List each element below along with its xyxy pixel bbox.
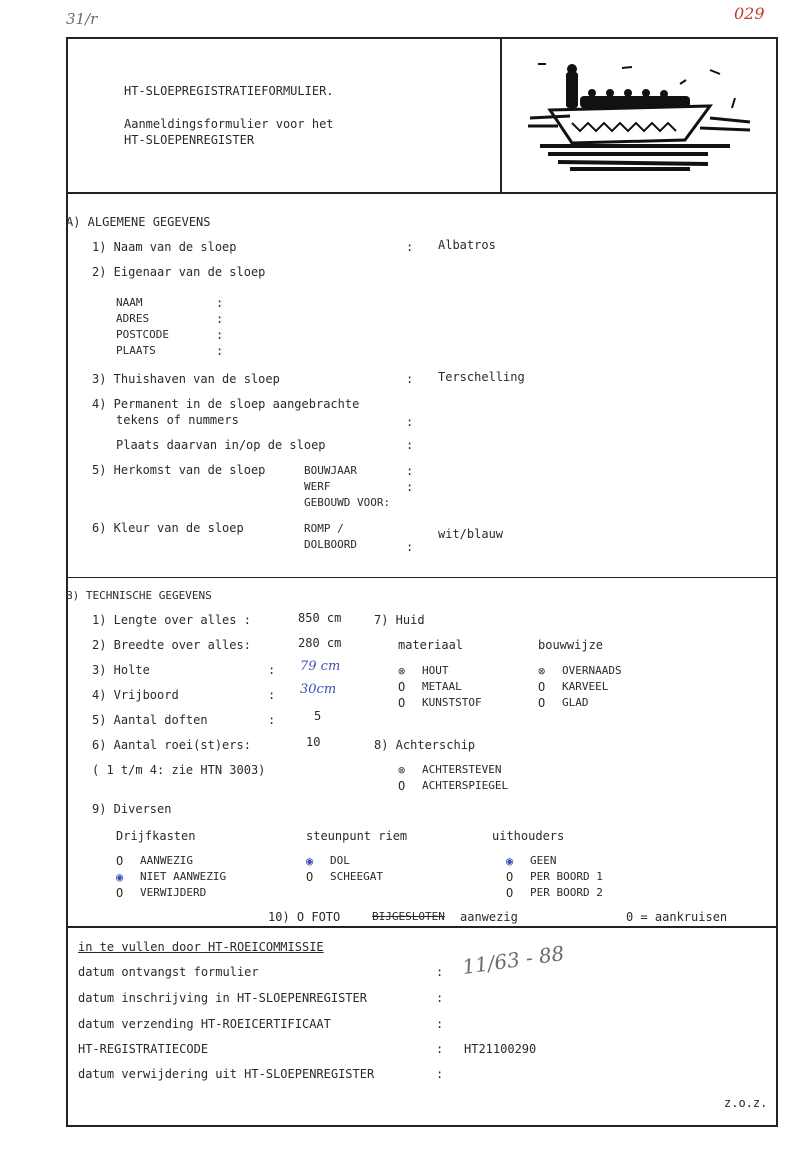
- holte-value: 79 cm: [300, 659, 341, 674]
- verwijdering-colon: :: [436, 1067, 444, 1081]
- foto-struck: BIJGESLOTEN: [372, 910, 445, 923]
- drijfkasten-header: Drijfkasten: [116, 829, 196, 843]
- bouwwijze-header: bouwwijze: [538, 638, 604, 652]
- lengte-label: 1) Lengte over alles :: [92, 613, 251, 627]
- section-b-bottom-rule: [66, 926, 778, 928]
- q5-werf: WERF: [304, 480, 331, 493]
- aanwezig-checkbox[interactable]: O: [116, 854, 124, 868]
- verzending-label: datum verzending HT-ROEICERTIFICAAT: [78, 1017, 331, 1031]
- owner-naam: NAAM: [116, 296, 143, 309]
- q1-label: 1) Naam van de sloep: [92, 240, 237, 254]
- aanwezig-label: AANWEZIG: [140, 854, 193, 867]
- ontvangst-colon: :: [436, 965, 444, 979]
- glad-label: GLAD: [562, 696, 589, 709]
- q5-bouwjaar: BOUWJAAR: [304, 464, 357, 477]
- dol-label: DOL: [330, 854, 350, 867]
- q6-value: wit/blauw: [438, 527, 504, 541]
- steunpunt-header: steunpunt riem: [306, 829, 408, 843]
- q5-bouwjaar-colon: :: [406, 464, 414, 478]
- q5-label: 5) Herkomst van de sloep: [92, 463, 266, 477]
- foto-label: 10) O FOTO: [268, 910, 341, 924]
- zoz-label: z.o.z.: [724, 1096, 768, 1110]
- karveel-checkbox[interactable]: O: [538, 680, 546, 694]
- corner-note-left: 31/r: [66, 10, 98, 28]
- q6-dolboord: DOLBOORD: [304, 538, 357, 551]
- geen-label: GEEN: [530, 854, 557, 867]
- q1-colon: :: [406, 240, 414, 254]
- registratiecode-label: HT-REGISTRATIECODE: [78, 1042, 209, 1056]
- q3-colon: :: [406, 372, 414, 386]
- doften-colon: :: [268, 713, 276, 727]
- section-a-bottom-rule: [66, 577, 778, 578]
- doften-value: 5: [314, 709, 322, 723]
- achterspiegel-label: ACHTERSPIEGEL: [422, 779, 509, 792]
- frame-bottom: [66, 1125, 778, 1127]
- verzending-colon: :: [436, 1017, 444, 1031]
- form-subtitle-2: HT-SLOEPENREGISTER: [124, 133, 255, 147]
- ontvangst-value: 11/63 - 88: [460, 940, 566, 980]
- foto-aanwezig: aanwezig: [460, 910, 518, 924]
- doften-label: 5) Aantal doften: [92, 713, 208, 727]
- q5-werf-colon: :: [406, 480, 414, 494]
- dol-checkbox[interactable]: ◉: [306, 854, 314, 868]
- huid-label: 7) Huid: [374, 613, 425, 627]
- owner-plaats-colon: :: [216, 344, 224, 358]
- vrijboord-label: 4) Vrijboord: [92, 688, 179, 702]
- inschrijving-colon: :: [436, 991, 444, 1005]
- q6-romp: ROMP /: [304, 522, 344, 535]
- per-boord-2-label: PER BOORD 2: [530, 886, 603, 899]
- note-htn: ( 1 t/m 4: zie HTN 3003): [92, 763, 266, 777]
- vrijboord-value: 30cm: [300, 682, 337, 697]
- q2-label: 2) Eigenaar van de sloep: [92, 265, 266, 279]
- kunststof-checkbox[interactable]: O: [398, 696, 406, 710]
- q3-label: 3) Thuishaven van de sloep: [92, 372, 280, 386]
- owner-adres: ADRES: [116, 312, 150, 325]
- frame-left: [66, 37, 68, 1127]
- verwijderd-label: VERWIJDERD: [140, 886, 207, 899]
- section-b-heading: B) TECHNISCHE GEGEVENS: [66, 589, 212, 602]
- breedte-value: 280 cm: [298, 636, 342, 650]
- achtersteven-checkbox[interactable]: ⊗: [398, 763, 406, 777]
- per-boord-1-label: PER BOORD 1: [530, 870, 603, 883]
- kunststof-label: KUNSTSTOF: [422, 696, 482, 709]
- karveel-label: KARVEEL: [562, 680, 609, 693]
- frame-top: [66, 37, 778, 39]
- breedte-label: 2) Breedte over alles:: [92, 638, 251, 652]
- header-bottom-rule: [66, 192, 778, 194]
- scheegat-checkbox[interactable]: O: [306, 870, 314, 884]
- achtersteven-label: ACHTERSTEVEN: [422, 763, 502, 776]
- section-c-heading: in te vullen door HT-ROEICOMMISSIE: [78, 940, 324, 954]
- uithouders-header: uithouders: [492, 829, 565, 843]
- overnaads-checkbox[interactable]: ⊗: [538, 664, 546, 678]
- lengte-value: 850 cm: [298, 611, 342, 625]
- q4b-label: Plaats daarvan in/op de sloep: [116, 438, 326, 452]
- owner-plaats: PLAATS: [116, 344, 156, 357]
- q4-label-1: 4) Permanent in de sloep aangebrachte: [92, 397, 360, 411]
- achterspiegel-checkbox[interactable]: O: [398, 779, 406, 793]
- q4-label-2: tekens of nummers: [116, 413, 239, 427]
- q4-colon: :: [406, 415, 414, 429]
- per-boord-2-checkbox[interactable]: O: [506, 886, 514, 900]
- metaal-checkbox[interactable]: O: [398, 680, 406, 694]
- q6-colon: :: [406, 540, 414, 554]
- owner-postcode-colon: :: [216, 328, 224, 342]
- vrijboord-colon: :: [268, 688, 276, 702]
- per-boord-1-checkbox[interactable]: O: [506, 870, 514, 884]
- q4b-colon: :: [406, 438, 414, 452]
- niet-aanwezig-checkbox[interactable]: ◉: [116, 870, 124, 884]
- registratiecode-colon: :: [436, 1042, 444, 1056]
- hout-checkbox[interactable]: ⊗: [398, 664, 406, 678]
- glad-checkbox[interactable]: O: [538, 696, 546, 710]
- hout-label: HOUT: [422, 664, 449, 677]
- roeiers-label: 6) Aantal roei(st)ers:: [92, 738, 251, 752]
- header-divider: [500, 37, 502, 193]
- page-number: 029: [734, 4, 765, 23]
- verwijderd-checkbox[interactable]: O: [116, 886, 124, 900]
- legend-aankruisen: 0 = aankruisen: [626, 910, 728, 924]
- geen-checkbox[interactable]: ◉: [506, 854, 514, 868]
- rowing-boat-logo: [510, 48, 765, 178]
- owner-naam-colon: :: [216, 296, 224, 310]
- overnaads-label: OVERNAADS: [562, 664, 622, 677]
- holte-colon: :: [268, 663, 276, 677]
- q3-value: Terschelling: [438, 370, 525, 384]
- frame-right: [776, 37, 778, 1127]
- verwijdering-label: datum verwijdering uit HT-SLOEPENREGISTER: [78, 1067, 375, 1081]
- diversen-label: 9) Diversen: [92, 802, 172, 816]
- q1-value: Albatros: [438, 238, 496, 252]
- ontvangst-label: datum ontvangst formulier: [78, 965, 259, 979]
- owner-postcode: POSTCODE: [116, 328, 169, 341]
- q5-gebouwd: GEBOUWD VOOR:: [304, 496, 391, 509]
- materiaal-header: materiaal: [398, 638, 464, 652]
- inschrijving-label: datum inschrijving in HT-SLOEPENREGISTER: [78, 991, 367, 1005]
- form-title: HT-SLOEPREGISTRATIEFORMULIER.: [124, 84, 334, 98]
- form-subtitle-1: Aanmeldingsformulier voor het: [124, 117, 334, 131]
- owner-adres-colon: :: [216, 312, 224, 326]
- achterschip-label: 8) Achterschip: [374, 738, 476, 752]
- metaal-label: METAAL: [422, 680, 462, 693]
- holte-label: 3) Holte: [92, 663, 150, 677]
- scheegat-label: SCHEEGAT: [330, 870, 383, 883]
- registratiecode-value: HT21100290: [464, 1042, 537, 1056]
- niet-aanwezig-label: NIET AANWEZIG: [140, 870, 227, 883]
- section-a-heading: A) ALGEMENE GEGEVENS: [66, 215, 211, 229]
- q6-label: 6) Kleur van de sloep: [92, 521, 244, 535]
- roeiers-value: 10: [306, 735, 321, 749]
